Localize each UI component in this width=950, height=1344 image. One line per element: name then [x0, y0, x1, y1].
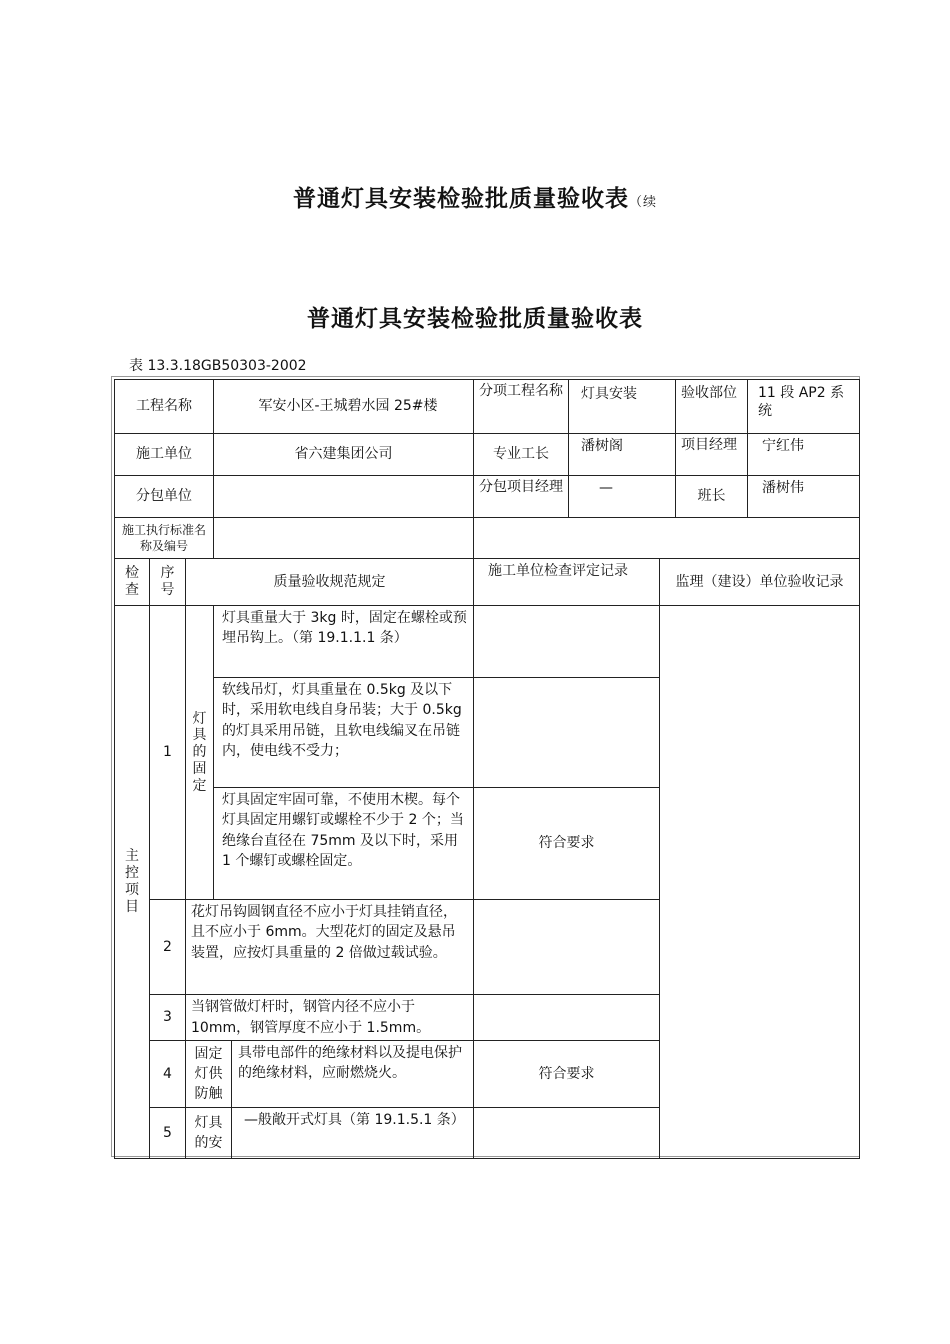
item-1b-contractor: [474, 678, 660, 788]
document-title: [0, 180, 950, 213]
col-check: 检查: [115, 559, 150, 606]
pm-label: 项目经理: [676, 434, 748, 475]
sub-pm-label: 分包项目经理: [474, 476, 569, 517]
col-spec: 质量验收规范规定: [186, 559, 474, 606]
item-4-text: 具带电部件的绝缘材料以及提电保护的绝缘材料，应耐燃烧火。: [238, 1045, 462, 1082]
title-continued: （续: [628, 195, 657, 210]
item-3-contractor: [474, 995, 660, 1041]
item-1-category: 灯具的固定: [186, 606, 214, 900]
item-1b-text: 软线吊灯，灯具重量在 0.5kg 及以下时，采用软电线自身吊装；大于 0.5kg 的灯具采用吊链，且软电线编叉在吊链内，使电线不受力；: [214, 678, 474, 788]
subcontractor-value: [214, 476, 474, 518]
item-5-spec: [186, 1108, 474, 1159]
header-row-project: [115, 380, 860, 434]
contractor-right-cells: [474, 434, 860, 476]
contractor-label: 施工单位: [115, 434, 214, 476]
supervisor-record-cell: [660, 606, 860, 1159]
table-row: [115, 606, 860, 678]
item-4-spec: [186, 1041, 474, 1108]
sub-project-label: 分项工程名称: [474, 380, 569, 433]
item-1c-text: 灯具固定牢固可靠，不使用木楔。每个灯具固定用螺钉或螺栓不少于 2 个；当绝缘台直径在 75mm 及以下时，采用 1 个螺钉或螺栓固定。: [214, 788, 474, 900]
sub-project-value: 灯具安装: [569, 380, 676, 433]
pm-value: 宁红伟: [762, 438, 805, 454]
foreman-label: 专业工长: [474, 434, 569, 475]
col-supervisor-record: 监理（建设）单位验收记录: [660, 559, 860, 606]
item-3-no: 3: [150, 995, 186, 1041]
contractor-value: 省六建集团公司: [214, 434, 474, 476]
header-row-subcontractor: [115, 476, 860, 518]
standard-label: 施工执行标准名称及编号: [115, 518, 214, 559]
header-row-standard: [115, 518, 860, 559]
project-right-cells: [474, 380, 860, 434]
foreman-value: 潘树阁: [569, 434, 676, 475]
item-5-contractor: [474, 1108, 660, 1159]
title-main: 普通灯具安装检验批质量验收表: [292, 186, 629, 212]
item-3-text: 当钢管做灯杆时，钢管内径不应小于 10mm，钢管厚度不应小于 1.5mm。: [186, 995, 474, 1041]
item-5-category: 灯具的安: [186, 1108, 232, 1158]
subcontractor-right-cells: [474, 476, 860, 518]
col-seq: 序号: [150, 559, 186, 606]
subcontractor-label: 分包单位: [115, 476, 214, 518]
item-4-category: 固定灯供防触: [186, 1041, 232, 1107]
item-2-text: 花灯吊钩圆钢直径不应小于灯具挂销直径，且不应小于 6mm。大型花灯的固定及悬吊装置，应按灯具重量的 2 倍做过载试验。: [186, 900, 474, 995]
item-5-text: —般敞开式灯具（第 19.1.5.1 条）: [244, 1112, 465, 1128]
acceptance-part-value: 11 段 AP2 系统: [758, 385, 845, 420]
project-name-label: 工程名称: [115, 380, 214, 434]
item-1a-text: 灯具重量大于 3kg 时，固定在螺栓或预埋吊钩上。（第 19.1.1.1 条）: [214, 606, 474, 678]
standard-number: 表 13.3.18GB50303-2002: [129, 358, 307, 374]
item-5-no: 5: [150, 1108, 186, 1159]
section-main-control: 主控项目: [115, 606, 150, 1159]
col-contractor-record: 施工单位检查评定记录: [474, 559, 660, 606]
document-subtitle: 普通灯具安装检验批质量验收表: [307, 306, 643, 332]
team-leader-value: 潘树伟: [762, 480, 805, 496]
standard-value: [214, 518, 474, 559]
item-1a-contractor: [474, 606, 660, 678]
inspection-table: [114, 379, 860, 1159]
item-2-contractor: [474, 900, 660, 995]
project-name-value: 军安小区-王城碧水园 25#楼: [214, 380, 474, 434]
item-2-no: 2: [150, 900, 186, 995]
acceptance-part-label: 验收部位: [676, 380, 748, 433]
standard-right-blank: [474, 518, 860, 559]
item-1-no: 1: [150, 606, 186, 900]
sub-pm-value: —: [569, 476, 676, 517]
column-header-row: [115, 559, 860, 606]
header-row-contractor: [115, 434, 860, 476]
item-4-result: 符合要求: [474, 1041, 660, 1108]
item-4-no: 4: [150, 1041, 186, 1108]
item-1-result: 符合要求: [474, 788, 660, 900]
team-leader-label: 班长: [676, 476, 748, 517]
